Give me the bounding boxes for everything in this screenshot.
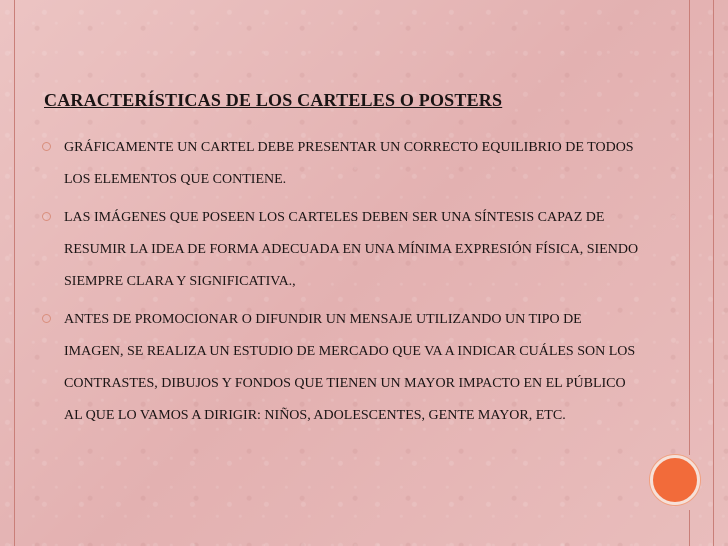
bullet-text: LAS IMÁGENES QUE POSEEN LOS CARTELES DEBEN SER UNA SÍNTESIS CAPAZ DE RESUMIR LA IDEA DE FORMA ADECUADA EN UNA MÍNIMA EXPRESIÓN FÍSICA, SIENDO SIEMPRE CLARA Y SIGNIFICATIVA., [64, 210, 639, 289]
bullet-list [40, 132, 640, 438]
bullet-circle-icon [42, 212, 51, 221]
bullet-item [40, 202, 640, 298]
bullet-item [40, 304, 640, 432]
bullet-circle-icon [42, 142, 51, 151]
bullet-text: ANTES DE PROMOCIONAR O DIFUNDIR UN MENSAJE UTILIZANDO UN TIPO DE IMAGEN, SE REALIZA UN ESTUDIO DE MERCADO QUE VA A INDICAR CUÁLES SON LOS CONTRASTES, DIBUJOS Y FONDOS QUE TIENEN UN MAYOR IMPACTO EN EL PÚBLICO AL QUE LO VAMOS A DIRIGIR: NIÑOS, ADOLESCENTES, GENTE MAYOR, ETC. [64, 312, 636, 423]
decorative-circle [650, 455, 700, 505]
frame-left-line [14, 0, 15, 546]
slide-title: CARACTERÍSTICAS DE LOS CARTELES O POSTERS [44, 90, 503, 110]
frame-right-inner-line [689, 0, 690, 455]
bullet-circle-icon [42, 314, 51, 323]
frame-right-outer-line [713, 0, 714, 546]
bullet-text: GRÁFICAMENTE UN CARTEL DEBE PRESENTAR UN CORRECTO EQUILIBRIO DE TODOS LOS ELEMENTOS QUE CONTIENE. [64, 140, 634, 187]
frame-right-inner-line-lower [689, 510, 690, 546]
bullet-item [40, 132, 640, 196]
